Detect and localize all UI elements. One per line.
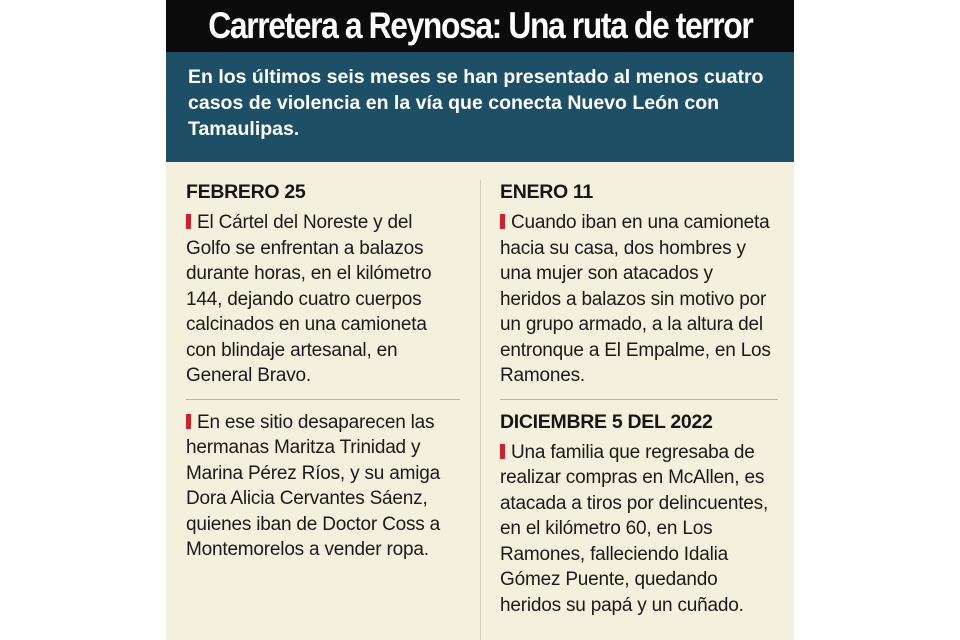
red-bullet-icon: [186, 214, 191, 229]
column-divider: [480, 180, 481, 640]
left-column: [186, 180, 460, 563]
subtitle-text: En los últimos seis meses se han presentado al menos cuatro casos de violencia en la vía que conecta Nuevo León con Tamaulipas.: [188, 66, 764, 140]
red-bullet-icon: [186, 414, 191, 429]
date-heading-diciembre-5: DICIEMBRE 5 DEL 2022: [500, 410, 713, 433]
entry-divider: [500, 399, 778, 400]
entry-text: Una familia que regresaba de realizar compras en McAllen, es atacada a tiros por delincuentes, en el kilómetro 60, en Los Ramones, falleciendo Idalia Gómez Puente, quedando heridos su papá y un cuñado.: [500, 441, 769, 616]
date-heading-febrero-25: FEBRERO 25: [186, 181, 306, 203]
infographic-card: [166, 0, 794, 640]
subtitle-bar: [166, 52, 794, 162]
right-column: [500, 180, 778, 618]
entry-text: Cuando iban en una camioneta hacia su casa, dos hombres y una mujer son atacados y heridos a balazos sin motivo por un grupo armado, a la altura del entronque a El Empalme, en Los Ramones.: [500, 212, 771, 386]
entry-paragraph: [500, 210, 778, 389]
entry-paragraph: [500, 440, 778, 619]
red-bullet-icon: [500, 214, 505, 229]
title-bar: [166, 0, 794, 52]
entry-text: En ese sitio desaparecen las hermanas Maritza Trinidad y Marina Pérez Ríos, y su amiga Dora Alicia Cervantes Sáenz, quienes iban de Doctor Coss a Montemorelos a vender ropa.: [186, 411, 441, 560]
page-title: Carretera a Reynosa: Una ruta de terror: [207, 5, 753, 46]
entry-text: El Cártel del Noreste y del Golfo se enfrentan a balazos durante horas, en el kilómetro 144, dejando cuatro cuerpos calcinados en una camioneta con blindaje artesanal, en General Bravo.: [186, 212, 432, 386]
entry-divider: [186, 399, 460, 400]
date-heading-enero-11: ENERO 11: [500, 181, 593, 203]
red-bullet-icon: [500, 444, 505, 459]
entry-paragraph: [186, 410, 460, 563]
entry-paragraph: [186, 210, 460, 389]
